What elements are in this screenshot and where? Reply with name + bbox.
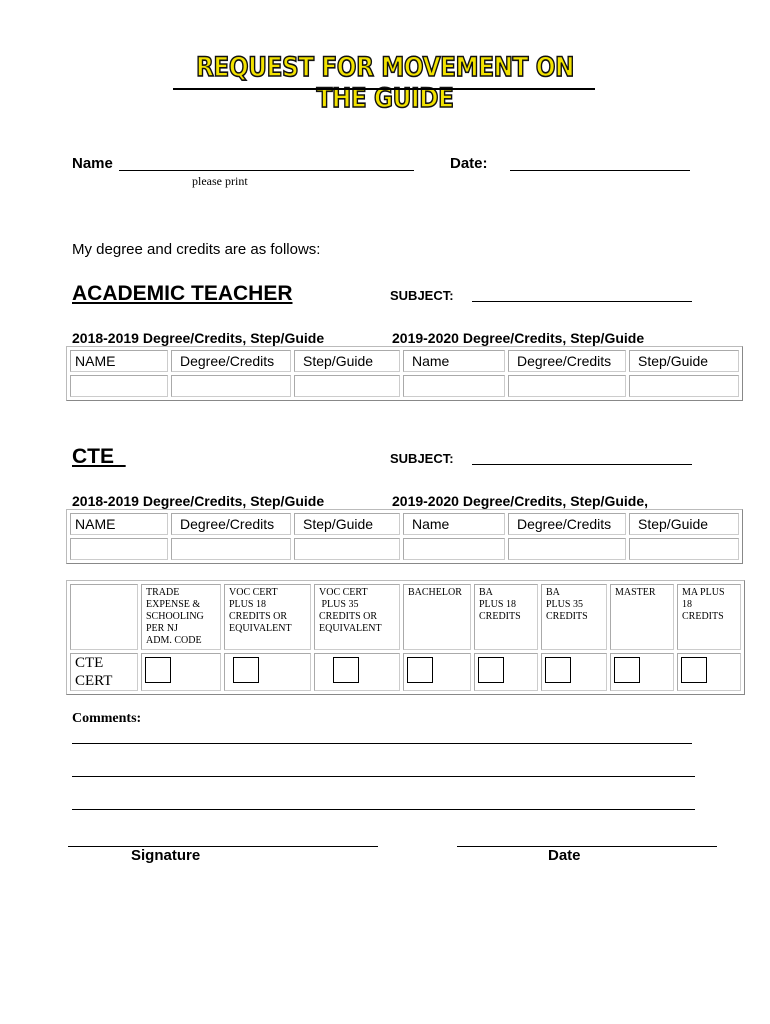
cte-degree-input-2[interactable] bbox=[508, 538, 626, 560]
cert-cell-ba-35 bbox=[541, 653, 607, 691]
cert-cell-bachelor bbox=[403, 653, 471, 691]
comments-line-3[interactable] bbox=[72, 809, 695, 810]
academic-col-degree: Degree/Credits bbox=[171, 350, 291, 372]
voc-cert-35-checkbox[interactable] bbox=[333, 657, 359, 683]
cte-name-input-2[interactable] bbox=[403, 538, 505, 560]
cte-col-name: NAME bbox=[70, 513, 168, 535]
academic-col-step-2: Step/Guide bbox=[629, 350, 739, 372]
cert-col-ba-35: BA PLUS 35 CREDITS bbox=[541, 584, 607, 650]
title-underline bbox=[173, 88, 595, 90]
cte-cert-table bbox=[66, 580, 745, 695]
cte-subject-field[interactable] bbox=[472, 464, 692, 465]
ba-plus-18-checkbox[interactable] bbox=[478, 657, 504, 683]
academic-step-input-2[interactable] bbox=[629, 375, 739, 397]
academic-col-name: NAME bbox=[70, 350, 168, 372]
cert-cell-master bbox=[610, 653, 674, 691]
academic-col-step: Step/Guide bbox=[294, 350, 400, 372]
cte-subject-label: SUBJECT: bbox=[390, 451, 454, 466]
bachelor-checkbox[interactable] bbox=[407, 657, 433, 683]
ba-plus-35-checkbox[interactable] bbox=[545, 657, 571, 683]
form-title: REQUEST FOR MOVEMENT ON THE GUIDE bbox=[195, 52, 575, 114]
cte-col-name-2: Name bbox=[403, 513, 505, 535]
academic-step-input[interactable] bbox=[294, 375, 400, 397]
comments-line-2[interactable] bbox=[72, 776, 695, 777]
academic-degree-input-2[interactable] bbox=[508, 375, 626, 397]
cte-table bbox=[66, 509, 743, 564]
cte-right-heading: 2019-2020 Degree/Credits, Step/Guide, bbox=[392, 493, 648, 509]
master-checkbox[interactable] bbox=[614, 657, 640, 683]
cert-cell-ma-18 bbox=[677, 653, 741, 691]
date-signature-label: Date bbox=[548, 847, 581, 864]
cert-col-bachelor: BACHELOR bbox=[403, 584, 471, 650]
ma-plus-18-checkbox[interactable] bbox=[681, 657, 707, 683]
academic-subject-field[interactable] bbox=[472, 301, 692, 302]
cert-corner-cell bbox=[70, 584, 138, 650]
cert-col-voc-18: VOC CERT PLUS 18 CREDITS OR EQUIVALENT bbox=[224, 584, 311, 650]
academic-degree-input[interactable] bbox=[171, 375, 291, 397]
cert-col-trade: TRADE EXPENSE & SCHOOLING PER NJ ADM. CODE bbox=[141, 584, 221, 650]
cert-cell-ba-18 bbox=[474, 653, 538, 691]
please-print-hint: please print bbox=[192, 174, 248, 188]
cte-step-input-2[interactable] bbox=[629, 538, 739, 560]
trade-checkbox[interactable] bbox=[145, 657, 171, 683]
cte-col-degree: Degree/Credits bbox=[171, 513, 291, 535]
cte-step-input[interactable] bbox=[294, 538, 400, 560]
cert-cell-voc-18 bbox=[224, 653, 311, 691]
signature-label: Signature bbox=[131, 847, 201, 864]
cte-col-degree-2: Degree/Credits bbox=[508, 513, 626, 535]
comments-label: Comments: bbox=[72, 711, 142, 726]
name-label: Name bbox=[72, 155, 113, 172]
academic-col-degree-2: Degree/Credits bbox=[508, 350, 626, 372]
date-signature-line[interactable] bbox=[457, 846, 717, 847]
cte-cert-label: CTE CERT bbox=[70, 653, 138, 691]
academic-left-heading: 2018-2019 Degree/Credits, Step/Guide bbox=[72, 330, 325, 346]
academic-right-heading: 2019-2020 Degree/Credits, Step/Guide bbox=[392, 330, 645, 346]
cte-left-heading: 2018-2019 Degree/Credits, Step/Guide bbox=[72, 493, 325, 509]
cert-col-ma-18: MA PLUS 18 CREDITS bbox=[677, 584, 741, 650]
academic-heading: ACADEMIC TEACHER bbox=[72, 282, 293, 305]
cte-name-input[interactable] bbox=[70, 538, 168, 560]
voc-cert-18-checkbox[interactable] bbox=[233, 657, 259, 683]
name-field[interactable] bbox=[119, 170, 414, 171]
academic-col-name-2: Name bbox=[403, 350, 505, 372]
academic-name-input[interactable] bbox=[70, 375, 168, 397]
cert-col-voc-35: VOC CERT PLUS 35 CREDITS OR EQUIVALENT bbox=[314, 584, 400, 650]
signature-line[interactable] bbox=[68, 846, 378, 847]
cert-cell-trade bbox=[141, 653, 221, 691]
cert-col-master: MASTER bbox=[610, 584, 674, 650]
cert-cell-voc-35 bbox=[314, 653, 400, 691]
intro-text: My degree and credits are as follows: bbox=[72, 241, 321, 258]
date-field[interactable] bbox=[510, 170, 690, 171]
cte-col-step-2: Step/Guide bbox=[629, 513, 739, 535]
cte-col-step: Step/Guide bbox=[294, 513, 400, 535]
cte-degree-input[interactable] bbox=[171, 538, 291, 560]
comments-line-1[interactable] bbox=[72, 743, 692, 744]
cte-heading: CTE bbox=[72, 445, 114, 468]
academic-name-input-2[interactable] bbox=[403, 375, 505, 397]
cert-col-ba-18: BA PLUS 18 CREDITS bbox=[474, 584, 538, 650]
date-label: Date: bbox=[450, 155, 488, 172]
academic-subject-label: SUBJECT: bbox=[390, 288, 454, 303]
academic-table bbox=[66, 346, 743, 401]
